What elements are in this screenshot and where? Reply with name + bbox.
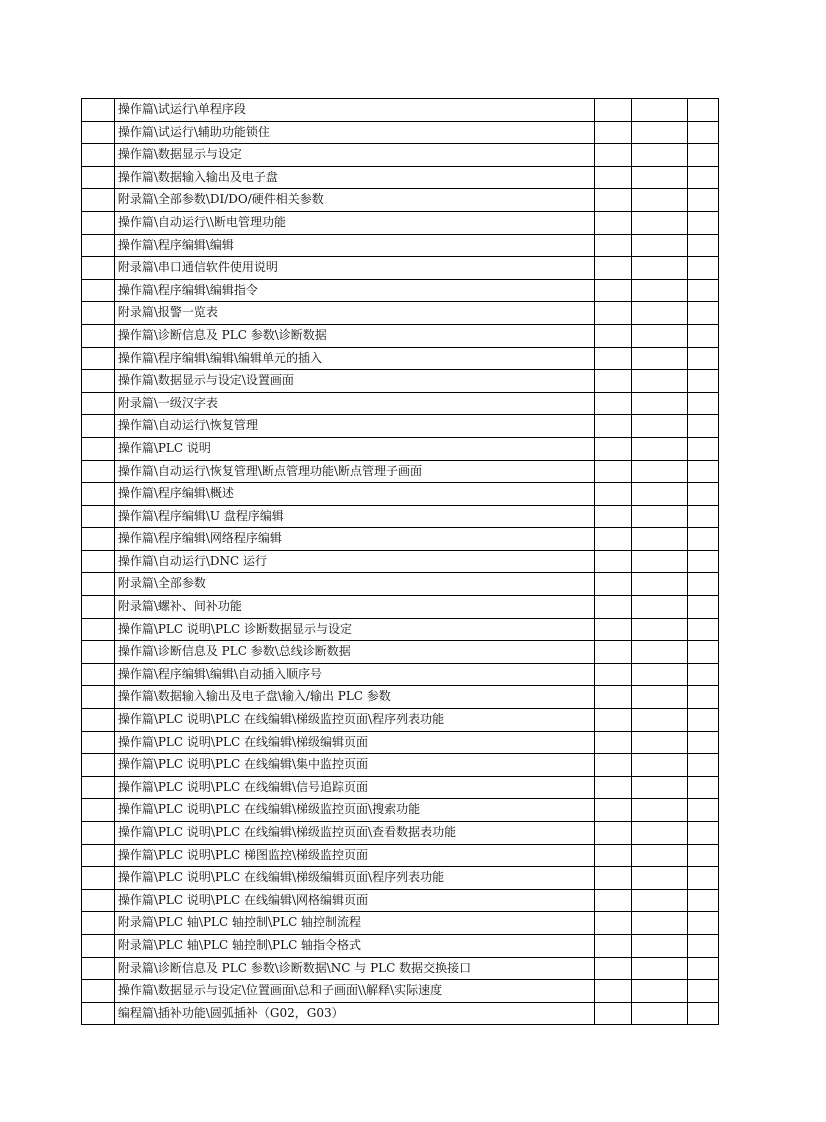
row-blank-cell — [594, 709, 631, 732]
row-blank-cell — [82, 912, 115, 935]
row-blank-cell — [688, 867, 719, 890]
row-path-cell: 操作篇\程序编辑\概述 — [114, 483, 594, 506]
row-blank-cell — [82, 392, 115, 415]
row-blank-cell — [594, 912, 631, 935]
row-blank-cell — [82, 573, 115, 596]
row-blank-cell — [594, 437, 631, 460]
row-blank-cell — [82, 776, 115, 799]
row-blank-cell — [688, 483, 719, 506]
row-blank-cell — [631, 550, 687, 573]
row-blank-cell — [631, 776, 687, 799]
row-path-cell: 附录篇\全部参数\DI/DO/硬件相关参数 — [114, 189, 594, 212]
row-blank-cell — [631, 483, 687, 506]
row-blank-cell — [688, 437, 719, 460]
row-blank-cell — [594, 483, 631, 506]
row-blank-cell — [82, 822, 115, 845]
row-blank-cell — [82, 641, 115, 664]
row-blank-cell — [82, 370, 115, 393]
row-blank-cell — [82, 1002, 115, 1025]
row-blank-cell — [594, 573, 631, 596]
row-blank-cell — [594, 257, 631, 280]
row-blank-cell — [631, 867, 687, 890]
row-blank-cell — [594, 957, 631, 980]
row-blank-cell — [631, 889, 687, 912]
row-path-cell: 操作篇\试运行\辅助功能锁住 — [114, 121, 594, 144]
table-row — [82, 686, 719, 709]
table-row — [82, 505, 719, 528]
row-blank-cell — [82, 709, 115, 732]
row-blank-cell — [594, 370, 631, 393]
row-path-cell: 操作篇\诊断信息及 PLC 参数\总线诊断数据 — [114, 641, 594, 664]
row-blank-cell — [631, 957, 687, 980]
row-blank-cell — [631, 415, 687, 438]
table-row — [82, 211, 719, 234]
row-blank-cell — [631, 573, 687, 596]
row-blank-cell — [631, 189, 687, 212]
table-row — [82, 957, 719, 980]
row-blank-cell — [82, 528, 115, 551]
row-blank-cell — [631, 912, 687, 935]
row-path-cell: 操作篇\PLC 说明\PLC 在线编辑\信号追踪页面 — [114, 776, 594, 799]
row-blank-cell — [82, 483, 115, 506]
row-blank-cell — [594, 166, 631, 189]
row-path-cell: 操作篇\程序编辑\编辑 — [114, 234, 594, 257]
row-blank-cell — [631, 686, 687, 709]
row-blank-cell — [631, 844, 687, 867]
row-blank-cell — [631, 392, 687, 415]
row-blank-cell — [82, 99, 115, 122]
row-blank-cell — [594, 754, 631, 777]
row-blank-cell — [688, 279, 719, 302]
row-blank-cell — [594, 302, 631, 325]
table-row — [82, 144, 719, 167]
row-blank-cell — [688, 596, 719, 619]
row-blank-cell — [594, 279, 631, 302]
row-blank-cell — [82, 889, 115, 912]
row-blank-cell — [688, 663, 719, 686]
row-path-cell: 附录篇\全部参数 — [114, 573, 594, 596]
table-row — [82, 1002, 719, 1025]
row-path-cell: 附录篇\PLC 轴\PLC 轴控制\PLC 轴指令格式 — [114, 934, 594, 957]
row-path-cell: 操作篇\程序编辑\编辑\自动插入顺序号 — [114, 663, 594, 686]
row-blank-cell — [631, 822, 687, 845]
table-row — [82, 460, 719, 483]
row-blank-cell — [82, 934, 115, 957]
row-path-cell: 操作篇\PLC 说明\PLC 在线编辑\集中监控页面 — [114, 754, 594, 777]
row-blank-cell — [631, 302, 687, 325]
row-path-cell: 操作篇\数据显示与设定 — [114, 144, 594, 167]
row-blank-cell — [594, 460, 631, 483]
row-blank-cell — [688, 144, 719, 167]
row-blank-cell — [688, 415, 719, 438]
row-path-cell: 操作篇\PLC 说明\PLC 在线编辑\梯级监控页面\程序列表功能 — [114, 709, 594, 732]
row-blank-cell — [688, 121, 719, 144]
table-row — [82, 663, 719, 686]
row-path-cell: 操作篇\程序编辑\网络程序编辑 — [114, 528, 594, 551]
row-blank-cell — [688, 776, 719, 799]
table-row — [82, 99, 719, 122]
table-row — [82, 934, 719, 957]
row-blank-cell — [688, 641, 719, 664]
row-blank-cell — [82, 731, 115, 754]
row-blank-cell — [594, 99, 631, 122]
row-path-cell: 附录篇\PLC 轴\PLC 轴控制\PLC 轴控制流程 — [114, 912, 594, 935]
row-blank-cell — [688, 189, 719, 212]
row-blank-cell — [688, 731, 719, 754]
row-blank-cell — [631, 641, 687, 664]
row-path-cell: 操作篇\PLC 说明\PLC 在线编辑\梯级编辑页面 — [114, 731, 594, 754]
row-blank-cell — [82, 347, 115, 370]
row-blank-cell — [82, 799, 115, 822]
row-blank-cell — [688, 257, 719, 280]
table-row — [82, 234, 719, 257]
row-blank-cell — [631, 709, 687, 732]
row-blank-cell — [688, 573, 719, 596]
row-path-cell: 操作篇\自动运行\\断电管理功能 — [114, 211, 594, 234]
row-blank-cell — [688, 505, 719, 528]
row-blank-cell — [82, 844, 115, 867]
table-row — [82, 415, 719, 438]
row-blank-cell — [594, 211, 631, 234]
row-blank-cell — [688, 980, 719, 1003]
table-row — [82, 550, 719, 573]
row-blank-cell — [631, 234, 687, 257]
row-path-cell: 操作篇\数据输入输出及电子盘\输入/输出 PLC 参数 — [114, 686, 594, 709]
row-blank-cell — [688, 347, 719, 370]
table-row — [82, 279, 719, 302]
row-blank-cell — [82, 121, 115, 144]
row-path-cell: 操作篇\PLC 说明\PLC 在线编辑\网格编辑页面 — [114, 889, 594, 912]
row-blank-cell — [82, 279, 115, 302]
row-blank-cell — [594, 505, 631, 528]
row-blank-cell — [82, 189, 115, 212]
row-blank-cell — [82, 505, 115, 528]
table-row — [82, 822, 719, 845]
row-path-cell: 操作篇\数据显示与设定\位置画面\总和子画面\\解释\实际速度 — [114, 980, 594, 1003]
table-row — [82, 257, 719, 280]
row-blank-cell — [631, 166, 687, 189]
row-path-cell: 操作篇\PLC 说明\PLC 诊断数据显示与设定 — [114, 618, 594, 641]
row-path-cell: 操作篇\数据输入输出及电子盘 — [114, 166, 594, 189]
row-blank-cell — [631, 257, 687, 280]
row-blank-cell — [688, 460, 719, 483]
row-path-cell: 操作篇\程序编辑\U 盘程序编辑 — [114, 505, 594, 528]
row-blank-cell — [688, 754, 719, 777]
row-blank-cell — [688, 370, 719, 393]
table-row — [82, 392, 719, 415]
table-row — [82, 709, 719, 732]
row-blank-cell — [688, 799, 719, 822]
row-path-cell: 操作篇\程序编辑\编辑\编辑单元的插入 — [114, 347, 594, 370]
row-path-cell: 编程篇\插补功能\圆弧插补（G02，G03） — [114, 1002, 594, 1025]
table-row — [82, 437, 719, 460]
row-path-cell: 附录篇\报警一览表 — [114, 302, 594, 325]
row-blank-cell — [82, 257, 115, 280]
table-row — [82, 121, 719, 144]
row-blank-cell — [688, 889, 719, 912]
row-blank-cell — [631, 980, 687, 1003]
table-row — [82, 483, 719, 506]
row-blank-cell — [631, 370, 687, 393]
row-blank-cell — [594, 415, 631, 438]
row-blank-cell — [594, 844, 631, 867]
row-blank-cell — [82, 302, 115, 325]
row-path-cell: 附录篇\诊断信息及 PLC 参数\诊断数据\NC 与 PLC 数据交换接口 — [114, 957, 594, 980]
table-row — [82, 754, 719, 777]
table-row — [82, 776, 719, 799]
row-blank-cell — [631, 596, 687, 619]
row-blank-cell — [594, 528, 631, 551]
table-row — [82, 844, 719, 867]
row-blank-cell — [631, 460, 687, 483]
row-path-cell: 操作篇\自动运行\恢复管理 — [114, 415, 594, 438]
table-row — [82, 528, 719, 551]
row-blank-cell — [688, 99, 719, 122]
row-blank-cell — [688, 528, 719, 551]
row-blank-cell — [631, 99, 687, 122]
row-blank-cell — [688, 709, 719, 732]
table-row — [82, 596, 719, 619]
row-blank-cell — [688, 912, 719, 935]
row-blank-cell — [688, 550, 719, 573]
row-blank-cell — [688, 392, 719, 415]
row-blank-cell — [82, 166, 115, 189]
row-blank-cell — [631, 1002, 687, 1025]
row-path-cell: 操作篇\试运行\单程序段 — [114, 99, 594, 122]
row-path-cell: 附录篇\串口通信软件使用说明 — [114, 257, 594, 280]
row-blank-cell — [82, 596, 115, 619]
row-path-cell: 操作篇\程序编辑\编辑指令 — [114, 279, 594, 302]
row-blank-cell — [594, 596, 631, 619]
row-blank-cell — [82, 980, 115, 1003]
row-blank-cell — [631, 731, 687, 754]
row-blank-cell — [594, 776, 631, 799]
row-blank-cell — [82, 867, 115, 890]
table-body — [82, 99, 719, 1025]
row-blank-cell — [688, 934, 719, 957]
row-blank-cell — [594, 618, 631, 641]
row-blank-cell — [631, 144, 687, 167]
table-row — [82, 302, 719, 325]
row-blank-cell — [688, 234, 719, 257]
row-blank-cell — [82, 437, 115, 460]
row-blank-cell — [631, 663, 687, 686]
row-blank-cell — [82, 618, 115, 641]
row-blank-cell — [82, 324, 115, 347]
row-blank-cell — [631, 799, 687, 822]
row-path-cell: 操作篇\PLC 说明\PLC 梯图监控\梯级监控页面 — [114, 844, 594, 867]
row-blank-cell — [688, 166, 719, 189]
row-blank-cell — [631, 279, 687, 302]
row-blank-cell — [631, 618, 687, 641]
table-row — [82, 324, 719, 347]
row-blank-cell — [631, 528, 687, 551]
row-blank-cell — [594, 234, 631, 257]
row-path-cell: 操作篇\数据显示与设定\设置画面 — [114, 370, 594, 393]
row-blank-cell — [82, 957, 115, 980]
row-blank-cell — [82, 460, 115, 483]
table-row — [82, 573, 719, 596]
row-blank-cell — [594, 731, 631, 754]
row-blank-cell — [688, 957, 719, 980]
row-blank-cell — [631, 211, 687, 234]
table-row — [82, 731, 719, 754]
row-blank-cell — [688, 844, 719, 867]
row-blank-cell — [594, 822, 631, 845]
row-blank-cell — [688, 822, 719, 845]
row-blank-cell — [631, 121, 687, 144]
table-row — [82, 189, 719, 212]
row-blank-cell — [594, 641, 631, 664]
table-row — [82, 618, 719, 641]
row-blank-cell — [688, 324, 719, 347]
table-row — [82, 370, 719, 393]
row-blank-cell — [594, 889, 631, 912]
table-row — [82, 912, 719, 935]
row-blank-cell — [594, 189, 631, 212]
row-blank-cell — [594, 392, 631, 415]
table-row — [82, 641, 719, 664]
row-blank-cell — [82, 144, 115, 167]
row-path-cell: 附录篇\一级汉字表 — [114, 392, 594, 415]
document-table — [81, 98, 719, 1025]
table-row — [82, 347, 719, 370]
row-blank-cell — [594, 347, 631, 370]
row-blank-cell — [82, 754, 115, 777]
row-blank-cell — [688, 1002, 719, 1025]
row-path-cell: 附录篇\螺补、间补功能 — [114, 596, 594, 619]
row-blank-cell — [688, 618, 719, 641]
row-blank-cell — [594, 663, 631, 686]
table-row — [82, 867, 719, 890]
row-path-cell: 操作篇\自动运行\DNC 运行 — [114, 550, 594, 573]
table-row — [82, 980, 719, 1003]
table-row — [82, 166, 719, 189]
row-blank-cell — [82, 550, 115, 573]
row-blank-cell — [688, 211, 719, 234]
row-blank-cell — [82, 663, 115, 686]
row-blank-cell — [594, 144, 631, 167]
row-blank-cell — [688, 302, 719, 325]
row-blank-cell — [594, 934, 631, 957]
row-blank-cell — [594, 867, 631, 890]
row-blank-cell — [631, 934, 687, 957]
row-blank-cell — [688, 686, 719, 709]
row-blank-cell — [594, 799, 631, 822]
row-blank-cell — [594, 980, 631, 1003]
row-path-cell: 操作篇\自动运行\恢复管理\断点管理功能\断点管理子画面 — [114, 460, 594, 483]
row-path-cell: 操作篇\PLC 说明\PLC 在线编辑\梯级编辑页面\程序列表功能 — [114, 867, 594, 890]
row-path-cell: 操作篇\诊断信息及 PLC 参数\诊断数据 — [114, 324, 594, 347]
row-blank-cell — [82, 686, 115, 709]
row-blank-cell — [82, 211, 115, 234]
row-path-cell: 操作篇\PLC 说明\PLC 在线编辑\梯级监控页面\搜索功能 — [114, 799, 594, 822]
row-blank-cell — [594, 686, 631, 709]
row-blank-cell — [631, 754, 687, 777]
table-row — [82, 889, 719, 912]
row-blank-cell — [631, 505, 687, 528]
row-blank-cell — [594, 1002, 631, 1025]
row-blank-cell — [631, 437, 687, 460]
row-blank-cell — [82, 234, 115, 257]
row-blank-cell — [631, 324, 687, 347]
table-row — [82, 799, 719, 822]
row-blank-cell — [631, 347, 687, 370]
row-path-cell: 操作篇\PLC 说明\PLC 在线编辑\梯级监控页面\查看数据表功能 — [114, 822, 594, 845]
row-blank-cell — [594, 550, 631, 573]
row-path-cell: 操作篇\PLC 说明 — [114, 437, 594, 460]
row-blank-cell — [594, 324, 631, 347]
row-blank-cell — [82, 415, 115, 438]
row-blank-cell — [594, 121, 631, 144]
